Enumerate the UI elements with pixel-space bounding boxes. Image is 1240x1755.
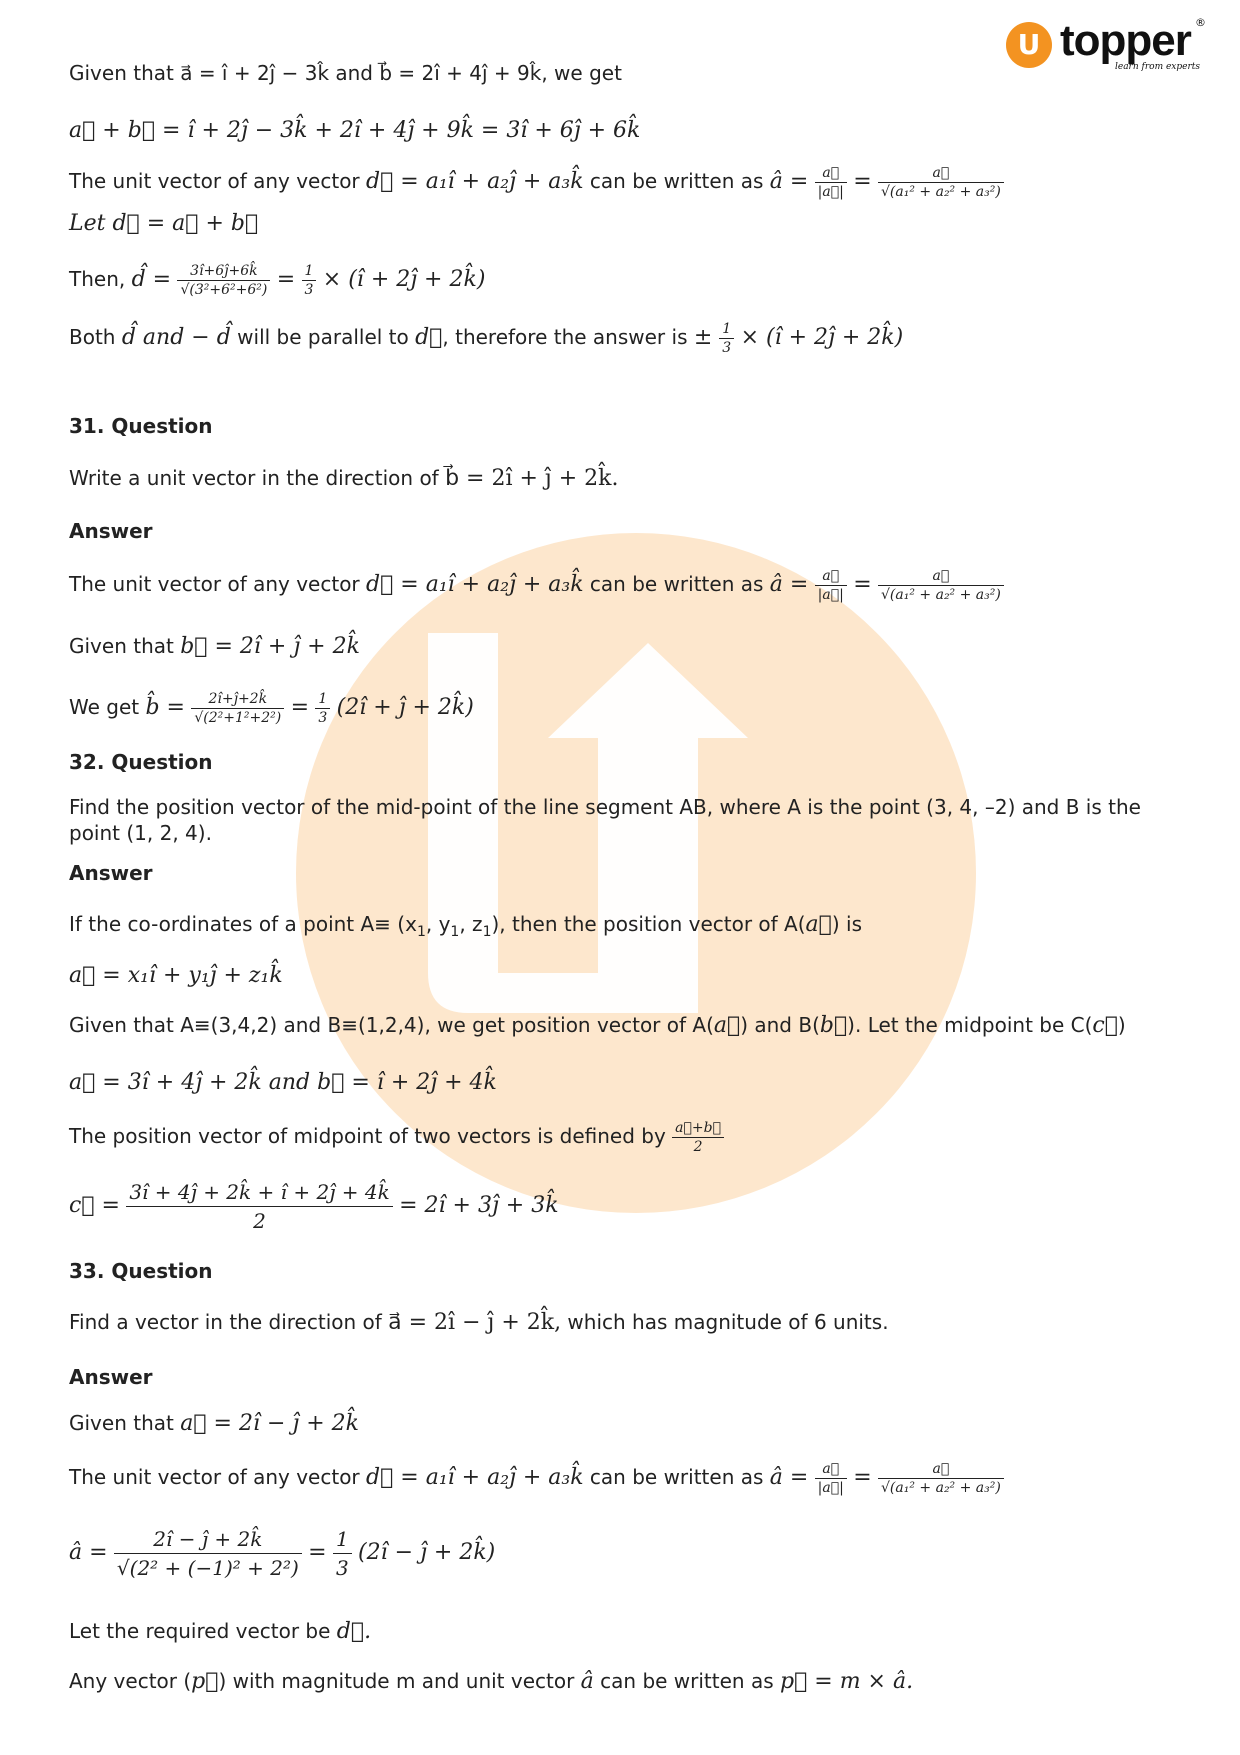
answer-33-heading: Answer — [69, 1365, 153, 1389]
unit-eq: = — [853, 169, 872, 194]
midpoint-c: c⃗ = — [69, 1193, 120, 1218]
unit-vector-def-3 — [69, 1460, 1004, 1497]
unit-def-math: d⃗ = a₁î + a₂ĵ + a₃k̂ — [366, 572, 584, 597]
midpoint-calc-frac — [126, 1178, 392, 1235]
watermark-arrow-icon — [296, 533, 976, 1213]
a-unit-frac — [114, 1525, 302, 1582]
fraction-denominator: |a⃗| — [817, 1480, 844, 1496]
fraction-numerator: a⃗ — [878, 567, 1004, 586]
fraction-numerator: a⃗ — [815, 1460, 847, 1479]
fraction-numerator: 3î+6ĵ+6k̂ — [177, 262, 270, 281]
q33-tail: which has magnitude of 6 units. — [561, 1310, 889, 1334]
midpoint-def-line — [69, 1119, 724, 1156]
given-ab-points-line — [69, 1012, 1126, 1039]
parallel-pm: ± — [693, 325, 720, 350]
pv-text-1: If the co-ordinates of a point A≡ (x — [69, 912, 417, 936]
given-ab-line — [69, 60, 622, 86]
unit-frac-2 — [878, 164, 1004, 201]
mag-math-p: p⃗ — [191, 1669, 219, 1694]
then-dhat: d̂ = — [131, 267, 172, 292]
fraction-numerator: 1 — [302, 262, 317, 281]
question-33-heading: 33. Question — [69, 1259, 213, 1283]
answer-31-heading: Answer — [69, 519, 153, 543]
pv-formula-line — [69, 962, 283, 989]
question-31-heading: 31. Question — [69, 414, 213, 438]
given-a-line — [69, 1410, 359, 1437]
given-a-math: a⃗ = 2î − ĵ + 2k̂ — [180, 1411, 359, 1436]
parallel-math-2: d⃗ — [415, 325, 443, 350]
mag-text-1: Any vector ( — [69, 1669, 192, 1693]
mag-text-2: ) with magnitude m and unit vector — [218, 1669, 581, 1693]
ab-text-2: ) and B( — [740, 1013, 820, 1037]
pv-math: a⃗ — [805, 912, 832, 937]
unit-frac-2 — [878, 567, 1004, 604]
a-unit-hat: â = — [69, 1540, 108, 1565]
then-text: Then, — [69, 267, 132, 291]
midpoint-frac — [672, 1119, 724, 1156]
unit-frac-1 — [815, 567, 847, 604]
then-result: × (î + 2ĵ + 2k̂) — [322, 267, 486, 292]
fraction-numerator: 1 — [719, 320, 734, 339]
parallel-result: × (î + 2ĵ + 2k̂) — [740, 325, 904, 350]
midpoint-result: = 2î + 3ĵ + 3k̂ — [399, 1193, 559, 1218]
position-vector-def — [69, 911, 862, 945]
watermark-circle — [296, 533, 976, 1213]
unit-def-hat: â = — [769, 169, 809, 194]
given-b-math: b⃗ = 2î + ĵ + 2k̂ — [180, 634, 360, 659]
a-unit-result: (2î − ĵ + 2k̂) — [358, 1540, 496, 1565]
fraction-denominator: √(a₁² + a₂² + a₃²) — [881, 184, 1001, 200]
fraction-numerator: a⃗ — [878, 1460, 1004, 1479]
pv-sub-z: 1 — [482, 924, 492, 940]
given-a-text: Given that — [69, 1411, 181, 1435]
unit-def-text-2: can be written as — [583, 1465, 770, 1489]
answer-32-heading: Answer — [69, 861, 153, 885]
then-frac — [177, 262, 270, 299]
ab-vectors: a⃗ = 3î + 4ĵ + 2k̂ and b⃗ = î + 2ĵ + 4k̂ — [69, 1070, 497, 1095]
b-unit-eq: = — [290, 695, 310, 720]
fraction-denominator: 3 — [722, 340, 732, 356]
unit-def-text-2: can be written as — [583, 169, 770, 193]
fraction-denominator: √(2²+1²+2²) — [194, 710, 282, 726]
unit-def-math: d⃗ = a₁î + a₂ĵ + a₃k̂ — [366, 1465, 584, 1490]
logo-tagline: learn from experts — [1114, 62, 1200, 72]
parallel-text-2: will be parallel to — [230, 325, 416, 349]
question-32-text: Find the position vector of the mid-point of the line segment AB, where A is the point (3, 4, –2) and B is the point (1, 2, 4). — [69, 795, 1141, 845]
fraction-numerator: 2î+ĵ+2k̂ — [191, 690, 284, 709]
unit-eq: = — [853, 572, 872, 597]
let-d-line — [69, 210, 258, 237]
fraction-denominator: 2 — [253, 1209, 266, 1233]
fraction-numerator: 3î + 4ĵ + 2k̂ + î + 2ĵ + 4k̂ — [126, 1178, 392, 1207]
fraction-denominator: |a⃗| — [817, 184, 844, 200]
then-third — [302, 262, 317, 299]
ab-math-a: a⃗ — [713, 1013, 741, 1038]
topper-logo — [1006, 16, 1206, 86]
fraction-numerator: a⃗+b⃗ — [672, 1119, 724, 1138]
fraction-numerator: 2î − ĵ + 2k̂ — [114, 1525, 302, 1554]
b-unit-hat: b̂ = — [145, 695, 185, 720]
sum-line — [69, 117, 640, 144]
magnitude-def-line — [69, 1668, 913, 1695]
fraction-denominator: 3 — [304, 282, 314, 298]
q31-text: Write a unit vector in the direction of — [69, 466, 446, 490]
question-32-heading: 32. Question — [69, 750, 213, 774]
fraction-numerator: 1 — [333, 1525, 352, 1554]
ab-text-4: ) — [1117, 1013, 1126, 1037]
unit-def-text: The unit vector of any vector — [69, 169, 367, 193]
pv-sub-y: 1 — [450, 924, 460, 940]
required-math: d⃗. — [336, 1619, 372, 1644]
fraction-numerator: a⃗ — [815, 164, 847, 183]
unit-def-math: d⃗ = a₁î + a₂ĵ + a₃k̂ — [366, 169, 584, 194]
unit-vector-def-2 — [69, 567, 1004, 604]
given-b-text: Given that — [69, 634, 181, 658]
unit-frac-2 — [878, 1460, 1004, 1497]
unit-frac-1 — [815, 164, 847, 201]
a-unit-third — [333, 1525, 352, 1582]
unit-vector-def-1 — [69, 164, 1004, 201]
q33-text: Find a vector in the direction of — [69, 1310, 389, 1334]
let-d-text: Let d⃗ = a⃗ + b⃗ — [69, 211, 259, 236]
fraction-denominator: 3 — [335, 1556, 349, 1580]
pv-text-4: ), then the position vector of A( — [491, 912, 806, 936]
ab-math-b: b⃗ — [819, 1013, 848, 1038]
fraction-denominator: |a⃗| — [817, 587, 844, 603]
fraction-denominator: √(a₁² + a₂² + a₃²) — [881, 587, 1001, 603]
unit-eq: = — [853, 1465, 872, 1490]
q31-math: b⃗ = 2î + ĵ + 2k̂. — [445, 466, 619, 491]
unit-frac-1 — [815, 1460, 847, 1497]
pv-text-2: , y — [425, 912, 451, 936]
ab-text-1: Given that A≡(3,4,2) and B≡(1,2,4), we get position vector of A( — [69, 1013, 714, 1037]
fraction-numerator: a⃗ — [878, 164, 1004, 183]
fraction-numerator: 1 — [315, 690, 330, 709]
fraction-denominator: √(2² + (−1)² + 2²) — [116, 1556, 299, 1580]
midpoint-calc-line — [69, 1178, 559, 1235]
b-unit-frac — [191, 690, 284, 727]
question-31-text — [69, 465, 619, 492]
pv-text-3: , z — [459, 912, 483, 936]
unit-def-text: The unit vector of any vector — [69, 572, 367, 596]
q33-math: a⃗ = 2î − ĵ + 2k̂, — [388, 1310, 562, 1335]
unit-def-hat: â = — [769, 572, 809, 597]
a-unit-line — [69, 1525, 495, 1582]
ab-text-3: ). Let the midpoint be C( — [847, 1013, 1093, 1037]
unit-def-hat: â = — [769, 1465, 809, 1490]
pv-sub-x: 1 — [416, 924, 426, 940]
logo-text: topper — [1060, 16, 1191, 65]
parallel-third — [719, 320, 734, 357]
then-line — [69, 262, 485, 299]
parallel-math-1: d̂ and − d̂ — [121, 325, 231, 350]
b-unit-text: We get — [69, 695, 146, 719]
b-unit-line — [69, 690, 474, 727]
mag-math-formula: p⃗ = m × â. — [780, 1669, 914, 1694]
question-33-text — [69, 1309, 889, 1336]
mag-math-ahat: â — [580, 1669, 594, 1694]
pv-text-5: ) is — [831, 912, 862, 936]
ab-math-c: c⃗ — [1092, 1013, 1118, 1038]
fraction-denominator: √(3²+6²+6²) — [180, 282, 268, 298]
fraction-denominator: √(a₁² + a₂² + a₃²) — [881, 1480, 1001, 1496]
midpoint-def-text: The position vector of midpoint of two vectors is defined by — [69, 1124, 673, 1148]
given-ab-text: Given that a⃗ = î + 2ĵ − 3k̂ and b⃗ = 2î + 4ĵ + 9k̂, we get — [69, 61, 622, 85]
parallel-line — [69, 320, 903, 357]
required-text: Let the required vector be — [69, 1619, 337, 1643]
b-unit-result: (2î + ĵ + 2k̂) — [336, 695, 474, 720]
given-b-line — [69, 633, 360, 660]
unit-def-text-2: can be written as — [583, 572, 770, 596]
b-unit-third — [315, 690, 330, 727]
fraction-denominator: 3 — [318, 710, 328, 726]
parallel-text-1: Both — [69, 325, 122, 349]
mag-text-3: can be written as — [593, 1669, 780, 1693]
then-eq: = — [276, 267, 296, 292]
pv-formula: a⃗ = x₁î + y₁ĵ + z₁k̂ — [69, 963, 283, 988]
required-vector-line — [69, 1618, 371, 1645]
unit-def-text: The unit vector of any vector — [69, 1465, 367, 1489]
logo-mark: U — [1017, 28, 1041, 61]
registered-mark: ® — [1195, 16, 1206, 29]
fraction-denominator: 2 — [693, 1139, 703, 1155]
a-unit-eq: = — [308, 1540, 327, 1565]
parallel-text-3: , therefore the answer is — [442, 325, 694, 349]
fraction-numerator: a⃗ — [815, 567, 847, 586]
sum-equation: a⃗ + b⃗ = î + 2ĵ − 3k̂ + 2î + 4ĵ + 9k̂ = 3î + 6ĵ + 6k̂ — [69, 118, 641, 143]
ab-vectors-line — [69, 1069, 497, 1096]
